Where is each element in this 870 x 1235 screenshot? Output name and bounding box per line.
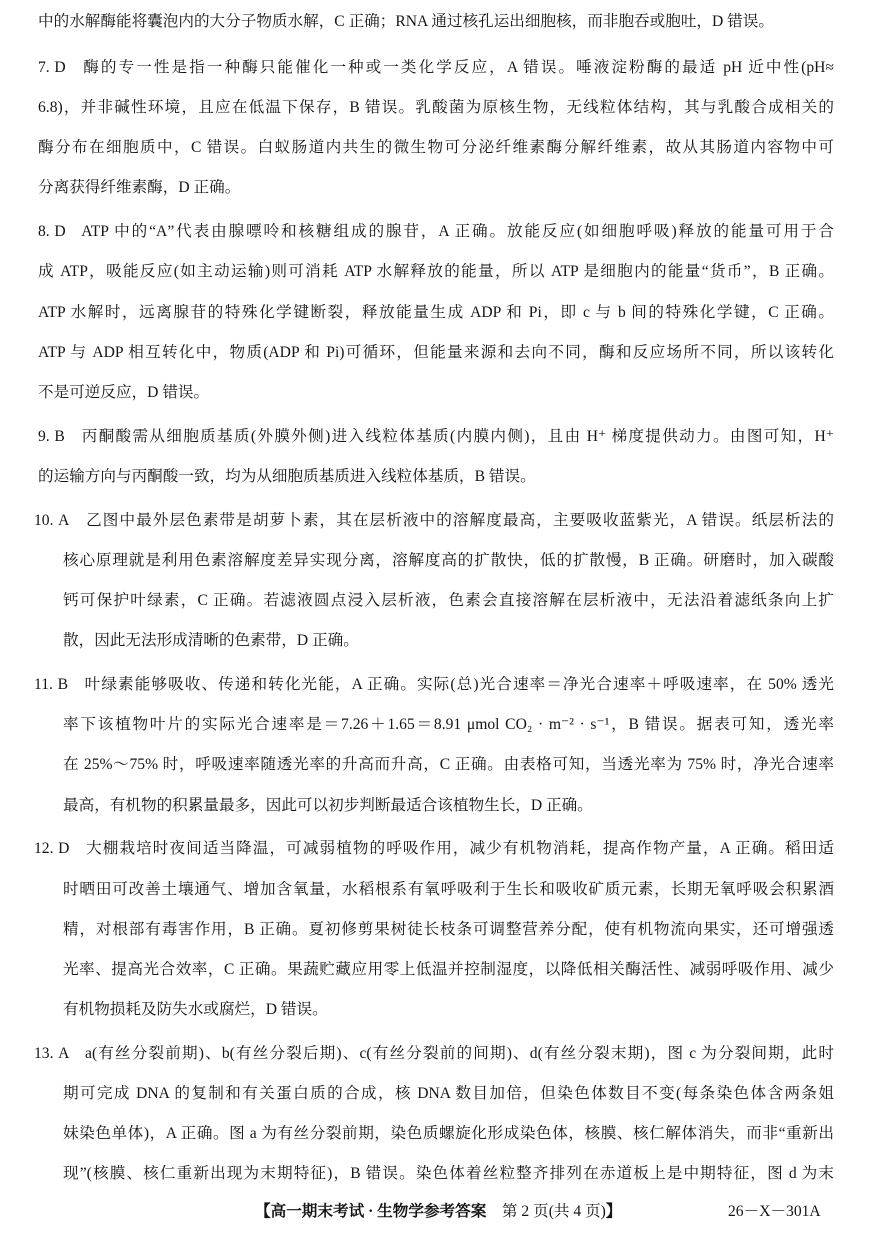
- explanation-line: 妹染色单体)，A 正确。图 a 为有丝分裂前期，染色质螺旋化形成染色体，核膜、核仁解体消失，而非“重新出: [63, 1125, 834, 1143]
- explanation-line: 时晒田可改善土壤通气、增加含氧量，水稻根系有氧呼吸利于生长和吸收矿质元素，长期无氧呼吸会积累酒: [63, 880, 834, 898]
- explanation-text: 丙酮酸需从细胞质基质(外膜外侧)进入线粒体基质(内膜内侧)，且由 H⁺ 梯度提供动力。由图可知，H⁺: [80, 427, 834, 445]
- item-answer: A: [58, 511, 70, 529]
- explanation-line: [38, 48, 834, 88]
- explanation-line: 现”(核膜、核仁重新出现为末期特征)，B 错误。染色体着丝粒整齐排列在赤道板上是中期特征，图 d 为末: [63, 1165, 834, 1183]
- page-footer: [0, 1200, 870, 1224]
- explanation-line: 核心原理就是利用色素溶解度差异实现分离，溶解度高的扩散快，低的扩散慢，B 正确。研磨时，加入碳酸: [63, 551, 834, 569]
- item-answer: D: [54, 223, 66, 241]
- explanation-line: 钙可保护叶绿素，C 正确。若滤液圆点浸入层析液，色素会直接溶解在层析液中，无法沿着滤纸条向上扩: [63, 592, 834, 609]
- footer-page-info: 第 2 页(共 4 页): [501, 1203, 606, 1220]
- explanation-text: 酶的专一性是指一种酶只能催化一种或一类化学反应，A 错误。唾液淀粉酶的最适 pH 近中性(pH≈: [81, 58, 834, 76]
- footer-open-bracket: 【: [255, 1203, 271, 1220]
- explanation-text: 叶绿素能够吸收、传递和转化光能，A 正确。实际(总)光合速率＝净光合速率＋呼吸速率，在 50% 透光: [83, 675, 834, 693]
- footer-exam-code: 26－X－301A: [728, 1203, 821, 1220]
- explanation-line: 成 ATP，吸能反应(如主动运输)则可消耗 ATP 水解释放的能量，所以 ATP 是细胞内的能量“货币”，B 正确。: [38, 263, 834, 281]
- explanation-text: ATP 中的“A”代表由腺嘌呤和核糖组成的腺苷，A 正确。放能反应(如细胞呼吸)释放的能量可用于合: [81, 223, 834, 241]
- answer-item-8: [38, 212, 834, 413]
- explanation-line: 有机物损耗及防失水或腐烂，D 错误。: [63, 1001, 328, 1019]
- item-answer: B: [57, 675, 68, 693]
- explanation-line: 酶分布在细胞质中，C 错误。白蚁肠道内共生的微生物可分泌纤维素酶分解纤维素，故从其肠道内容物中可: [38, 139, 834, 157]
- explanation-line: 光率、提高光合效率，C 正确。果蔬贮藏应用零上低温并控制湿度，以降低相关酶活性、减弱呼吸作用、减少: [63, 960, 834, 978]
- answer-item-10: [34, 501, 834, 662]
- answer-content: [34, 2, 834, 1195]
- item-number: 7.: [38, 58, 50, 76]
- answer-item-7: [38, 48, 834, 209]
- footer-close-bracket: 】: [605, 1203, 622, 1220]
- explanation-line: 率下该植物叶片的实际光合速率是＝7.26＋1.65＝8.91 μmol CO₂ · m⁻² · s⁻¹，B 错误。据表可知，透光率: [63, 716, 834, 734]
- item-number: 9.: [38, 427, 50, 445]
- explanation-line: ATP 与 ADP 相互转化中，物质(ADP 和 Pi)可循环，但能量来源和去向不同，酶和反应场所不同，所以该转化: [38, 343, 834, 361]
- item-answer: D: [54, 58, 66, 76]
- explanation-line: [34, 1034, 834, 1074]
- explanation-line: 中的水解酶能将囊泡内的大分子物质水解，C 正确；RNA 通过核孔运出细胞核，而非胞吞或胞吐，D 错误。: [38, 13, 774, 30]
- item-number: 11.: [34, 675, 53, 693]
- explanation-line: [34, 665, 834, 705]
- item-answer: D: [58, 840, 70, 858]
- explanation-text: 乙图中最外层色素带是胡萝卜素，其在层析液中的溶解度最高，主要吸收蓝紫光，A 错误。纸层析法的: [85, 511, 834, 529]
- item-answer: A: [58, 1044, 70, 1062]
- item-number: 10.: [34, 511, 54, 529]
- item-number: 13.: [34, 1044, 54, 1062]
- answer-item-13: [34, 1034, 834, 1195]
- item-number: 12.: [34, 840, 54, 858]
- explanation-line: [34, 501, 834, 541]
- explanation-line: [38, 417, 834, 457]
- explanation-line: 散，因此无法形成清晰的色素带，D 正确。: [63, 632, 359, 650]
- explanation-line: 最高，有机物的积累量最多，因此可以初步判断最适合该植物生长，D 正确。: [63, 796, 593, 814]
- explanation-line: 精，对根部有毒害作用，B 正确。夏初修剪果树徒长枝条可调整营养分配，使有机物流向果实，还可增强透: [63, 920, 834, 938]
- item-number: 8.: [38, 223, 50, 241]
- item-answer: B: [54, 427, 65, 445]
- explanation-text: 大棚栽培时夜间适当降温，可减弱植物的呼吸作用，减少有机物消耗，提高作物产量，A 正确。稻田适: [85, 840, 834, 858]
- explanation-line: 期可完成 DNA 的复制和有关蛋白质的合成，核 DNA 数目加倍，但染色体数目不变(每条染色体含两条姐: [63, 1085, 834, 1103]
- footer-header: [255, 1200, 621, 1224]
- explanation-line: [34, 829, 834, 869]
- explanation-line: 分离获得纤维素酶，D 正确。: [38, 179, 241, 197]
- answer-item-11: [34, 665, 834, 826]
- continued-paragraph: [38, 2, 834, 42]
- explanation-line: [38, 212, 834, 252]
- answer-item-12: [34, 829, 834, 1030]
- explanation-text: a(有丝分裂前期)、b(有丝分裂后期)、c(有丝分裂前的间期)、d(有丝分裂末期)，图 c 为分裂间期，此时: [85, 1044, 834, 1062]
- footer-title: 高一期末考试 · 生物学参考答案: [270, 1203, 487, 1220]
- explanation-line: 在 25%～75% 时，呼吸速率随透光率的升高而升高，C 正确。由表格可知，当透光率为 75% 时，净光合速率: [63, 756, 834, 774]
- explanation-line: 不是可逆反应，D 错误。: [38, 383, 210, 401]
- explanation-line: 6.8)，并非碱性环境，且应在低温下保存，B 错误。乳酸菌为原核生物，无线粒体结构，其与乳酸合成相关的: [38, 98, 834, 116]
- answer-item-9: [38, 417, 834, 497]
- explanation-line: 的运输方向与丙酮酸一致，均为从细胞质基质进入线粒体基质，B 错误。: [38, 467, 536, 485]
- explanation-line: ATP 水解时，远离腺苷的特殊化学键断裂，释放能量生成 ADP 和 Pi，即 c 与 b 间的特殊化学键，C 正确。: [38, 303, 834, 321]
